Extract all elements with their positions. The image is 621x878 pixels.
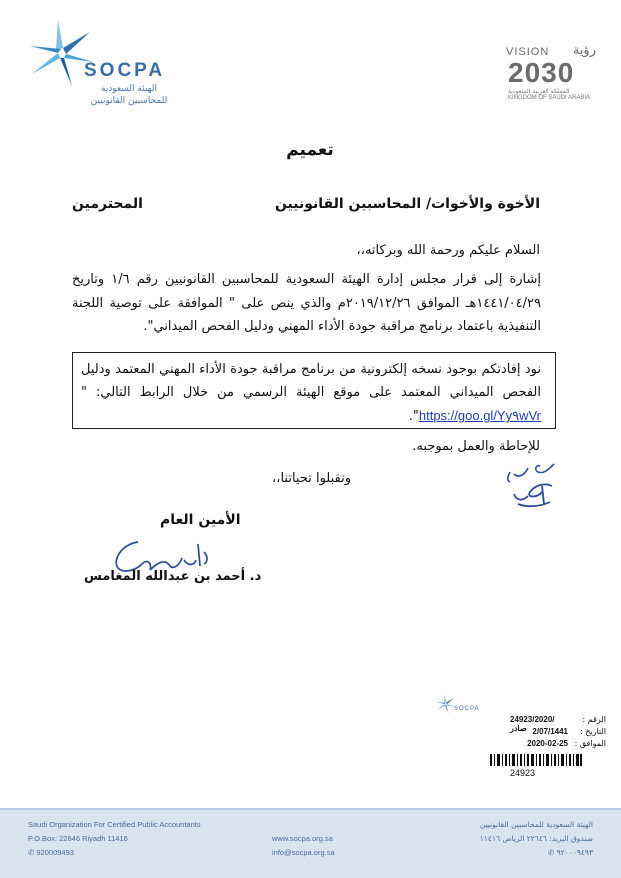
- barcode: [490, 754, 582, 766]
- reference-logo-text: SOCPA: [454, 706, 480, 712]
- link-close-quote: ".: [408, 409, 419, 424]
- footer-email[interactable]: info@socpa.org.sa: [272, 848, 335, 857]
- circular-title-text: تعميم: [286, 140, 334, 160]
- regards-line: وتقبلوا تحياتنا،،: [272, 471, 351, 486]
- vision-english-subtitle: KINGDOM OF SAUDI ARABIA: [508, 95, 591, 101]
- notice-text: نود إفادتكم بوجود نسخه إلكترونية من برنامج مراقبة جودة الأداء المهني المعتمد ودليل الفحص الميداني المعتمد على موقع الهيئة الرسمي من خلال الرابط التالي:: [81, 362, 542, 400]
- footer-website[interactable]: www.socpa.org.sa: [272, 834, 333, 843]
- reference-socpa-logo: [436, 694, 482, 724]
- notice-box: [72, 352, 556, 429]
- handwritten-initials: [498, 456, 568, 514]
- reference-corresp-value: 2020-02-25: [527, 739, 568, 748]
- greeting: السلام عليكم ورحمة الله وبركاته،،: [356, 243, 540, 258]
- reference-number-label: الرقم :: [582, 715, 606, 724]
- footer-divider: [0, 808, 621, 810]
- vision-word: VISION: [506, 46, 550, 58]
- socpa-arabic-line1: الهيئة السعودية: [100, 84, 158, 94]
- vision-2030-logo: [506, 43, 606, 106]
- footer-org-ar: الهيئة السعودية للمحاسبين القانونيين: [479, 820, 593, 829]
- reference-date-label: التاريخ :: [579, 727, 606, 736]
- vision-arabic-subtitle: المملكة العربية السعودية: [508, 88, 570, 95]
- vision-arabic-word: رؤية: [572, 43, 596, 58]
- footer-pobox-en: P.O.Box: 22646 Riyadh 11416: [28, 834, 128, 843]
- reference-number-value: 24923/2020/صادر: [510, 715, 555, 733]
- barcode-number: 24923: [510, 768, 536, 778]
- phone-icon-ar: ✆: [548, 848, 555, 857]
- reference-date-row: [510, 727, 606, 739]
- reference-corresp-row: [510, 739, 606, 751]
- phone-icon: ✆: [28, 848, 35, 857]
- notice-paragraph: [81, 358, 541, 428]
- signatory-title: الأمين العام: [160, 512, 241, 528]
- footer-phone-en-row: [28, 848, 74, 857]
- reference-corresp-label: الموافق :: [574, 739, 606, 748]
- reference-star-icon: [436, 694, 456, 714]
- footer-phone-ar-row: [548, 848, 593, 857]
- link-open-quote: ": [81, 385, 87, 400]
- footer: [0, 808, 621, 878]
- footer-phone-en: 920009493: [36, 848, 74, 857]
- socpa-arabic-line2: للمحاسبين القانونيين: [90, 96, 168, 106]
- vision-year: 2030: [508, 57, 575, 88]
- decision-paragraph: إشارة إلى قرار مجلس إدارة الهيئة السعودية للمحاسبين القانونيين رقم ١/٦ وتاريخ ١٤٤١/٠٤/٢٩هـ الموافق ٢٠١٩/١٢/٢٦م والذي ينص على " الموافقة على توصية اللجنة التنفيذية باعتماد برنامج مراقبة جودة الأداء المهني ودليل الفحص الميداني".: [72, 272, 541, 334]
- footer-org-en: Saudi Organization For Certified Public Accountants: [28, 820, 201, 829]
- closing-line: للإحاطة والعمل بموجبه.: [412, 439, 540, 454]
- honorific: المحترمين: [72, 196, 143, 212]
- signatory-name: د. أحمد بن عبدالله المغامس: [84, 569, 262, 584]
- reference-block: [510, 715, 606, 751]
- addressee: الأخوة والأخوات/ المحاسبين القانونيين: [274, 196, 540, 212]
- program-link[interactable]: https://goo.gl/Yy٩wVr: [418, 408, 541, 423]
- footer-phone-ar: ٩٢٠٠٠٩٤٩٣: [556, 848, 593, 857]
- socpa-wordmark: SOCPA: [84, 60, 166, 81]
- reference-date-value: 2/07/1441: [532, 727, 568, 736]
- circular-title: [210, 140, 410, 160]
- footer-pobox-ar: صندوق البريد: ٢٢٦٤٦ الرياض ١١٤١٦: [479, 834, 593, 843]
- socpa-logo: [28, 18, 168, 110]
